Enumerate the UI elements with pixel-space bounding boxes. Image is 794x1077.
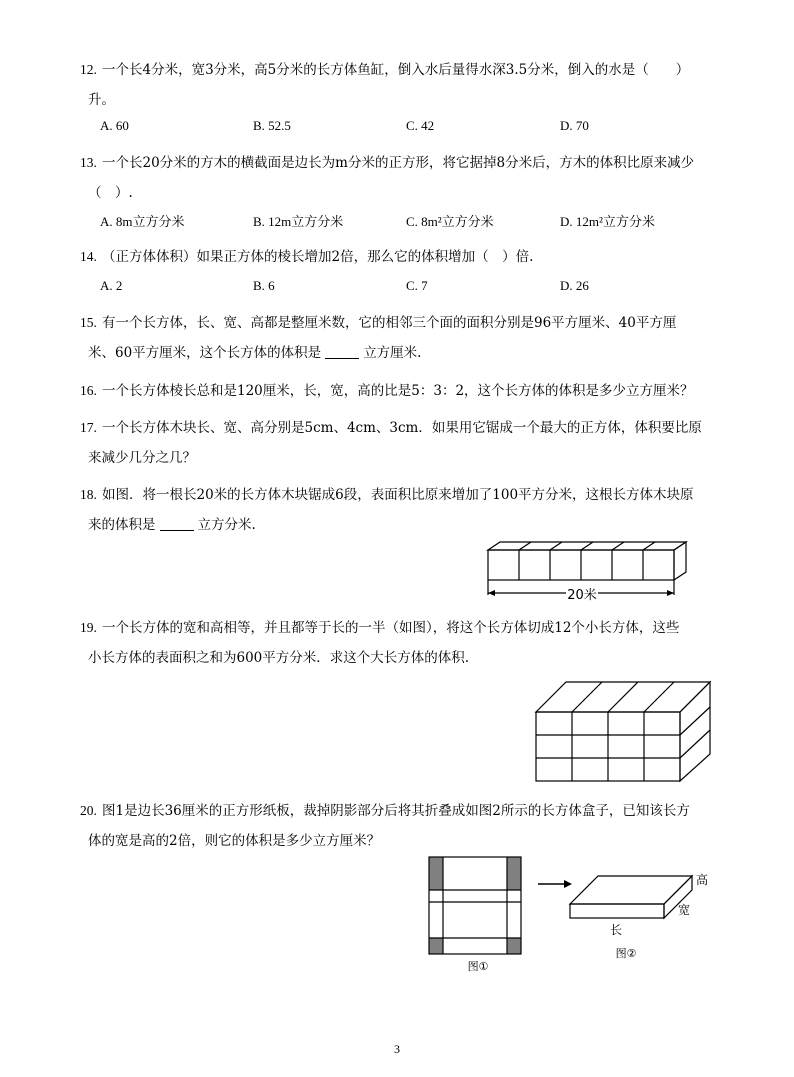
question-text-line1: 图1是边长36厘米的正方形纸板，裁掉阴影部分后将其折叠成如图2所示的长方体盒子，已知该长方 bbox=[102, 803, 690, 819]
question-number: 13. bbox=[80, 155, 97, 170]
option-c: C. 7 bbox=[406, 278, 428, 293]
question-19 bbox=[80, 613, 720, 673]
question-number: 16. bbox=[80, 383, 97, 398]
option-d: D. 70 bbox=[560, 118, 589, 133]
figure-2-caption: 图② bbox=[615, 947, 637, 960]
question-12 bbox=[80, 55, 720, 115]
question-text-line1: 有一个长方体，长、宽、高都是整厘米数，它的相邻三个面的面积分别是96平方厘米、40平方厘 bbox=[102, 315, 677, 331]
height-label: 高 bbox=[696, 873, 709, 887]
options-14 bbox=[100, 278, 720, 300]
option-b: B. 52.5 bbox=[253, 118, 291, 133]
question-text-line2: 来减少几分之几？ bbox=[88, 450, 196, 466]
question-17 bbox=[80, 413, 720, 473]
box-figure bbox=[566, 866, 722, 966]
option-a: A. 8m立方分米 bbox=[100, 214, 185, 229]
length-label: 长 bbox=[610, 923, 623, 937]
question-14 bbox=[80, 242, 720, 272]
square-board-figure bbox=[426, 854, 530, 976]
question-number: 14. bbox=[80, 249, 97, 264]
question-text-line1: 一个长方体棱长总和是120厘米，长，宽，高的比是5：3：2，这个长方体的体积是多少立方厘米？ bbox=[102, 383, 694, 399]
answer-blank bbox=[160, 516, 194, 531]
question-text-line1: 一个长4分米，宽3分米，高5分米的长方体鱼缸，倒入水后量得水深3.5分米，倒入的水是（ ） bbox=[102, 62, 690, 78]
option-b: B. 6 bbox=[253, 278, 275, 293]
beam-end-face bbox=[674, 542, 686, 580]
arrowhead-left bbox=[488, 590, 495, 596]
question-text-line1: 一个长20分米的方木的横截面是边长为m分米的正方形，将它据掉8分米后，方木的体积比原来减少 bbox=[102, 155, 695, 171]
question-number: 15. bbox=[80, 315, 97, 330]
question-18 bbox=[80, 480, 720, 540]
question-text-line2-end: 立方分米. bbox=[197, 517, 256, 533]
arrowhead-right bbox=[667, 590, 674, 596]
question-text-line1: 一个长方体的宽和高相等，并且都等于长的一半（如图），将这个长方体切成12个小长方体，这些 bbox=[102, 620, 680, 636]
question-13 bbox=[80, 148, 720, 208]
option-a: A. 60 bbox=[100, 118, 129, 133]
question-text-line2: 升。 bbox=[88, 92, 115, 108]
question-text-line1: 如图．将一根长20米的长方体木块锯成6段，表面积比原来增加了100平方分米，这根长方体木块原 bbox=[102, 487, 694, 503]
question-text-line1: （正方体体积）如果正方体的棱长增加2倍，那么它的体积增加（ ）倍. bbox=[102, 249, 534, 265]
question-number: 20. bbox=[80, 803, 97, 818]
question-text-line1: 一个长方体木块长、宽、高分别是5cm、4cm、3cm．如果用它锯成一个最大的正方体，体积要比原 bbox=[102, 420, 702, 436]
figure-1-caption: 图① bbox=[467, 960, 489, 973]
question-16 bbox=[80, 376, 720, 406]
question-text-line2: 体的宽是高的2倍，则它的体积是多少立方厘米？ bbox=[88, 833, 381, 849]
question-number: 19. bbox=[80, 620, 97, 635]
option-d: D. 26 bbox=[560, 278, 589, 293]
shaded-corner bbox=[429, 938, 443, 954]
shaded-corner bbox=[429, 857, 443, 890]
question-text-line2-start: 米、60平方厘米，这个长方体的体积是 bbox=[88, 345, 322, 361]
page-number: 3 bbox=[394, 1042, 400, 1056]
width-label: 宽 bbox=[678, 903, 691, 917]
shaded-corner bbox=[507, 857, 521, 890]
question-text-line2-start: 来的体积是 bbox=[88, 517, 156, 533]
answer-blank bbox=[325, 344, 359, 359]
question-text-line2: 小长方体的表面积之和为600平方分米．求这个大长方体的体积. bbox=[88, 650, 470, 666]
options-12 bbox=[100, 118, 720, 140]
question-number: 17. bbox=[80, 420, 97, 435]
option-d: D. 12m²立方分米 bbox=[560, 214, 655, 229]
option-a: A. 2 bbox=[100, 278, 123, 293]
box-top-face bbox=[570, 876, 692, 904]
cuboid-figure bbox=[530, 676, 720, 786]
option-b: B. 12m立方分米 bbox=[253, 214, 344, 229]
question-text-line2: （ ）. bbox=[88, 185, 133, 201]
question-number: 18. bbox=[80, 487, 97, 502]
question-number: 12. bbox=[80, 62, 97, 77]
option-c: C. 8m²立方分米 bbox=[406, 214, 494, 229]
question-20 bbox=[80, 796, 720, 856]
question-15 bbox=[80, 308, 720, 368]
question-text-line2-end: 立方厘米. bbox=[363, 345, 422, 361]
length-label: 20米 bbox=[567, 588, 597, 603]
option-c: C. 42 bbox=[406, 118, 435, 133]
beam-figure bbox=[482, 538, 702, 608]
options-13 bbox=[100, 211, 720, 233]
box-front-face bbox=[570, 904, 664, 918]
shaded-corner bbox=[507, 938, 521, 954]
